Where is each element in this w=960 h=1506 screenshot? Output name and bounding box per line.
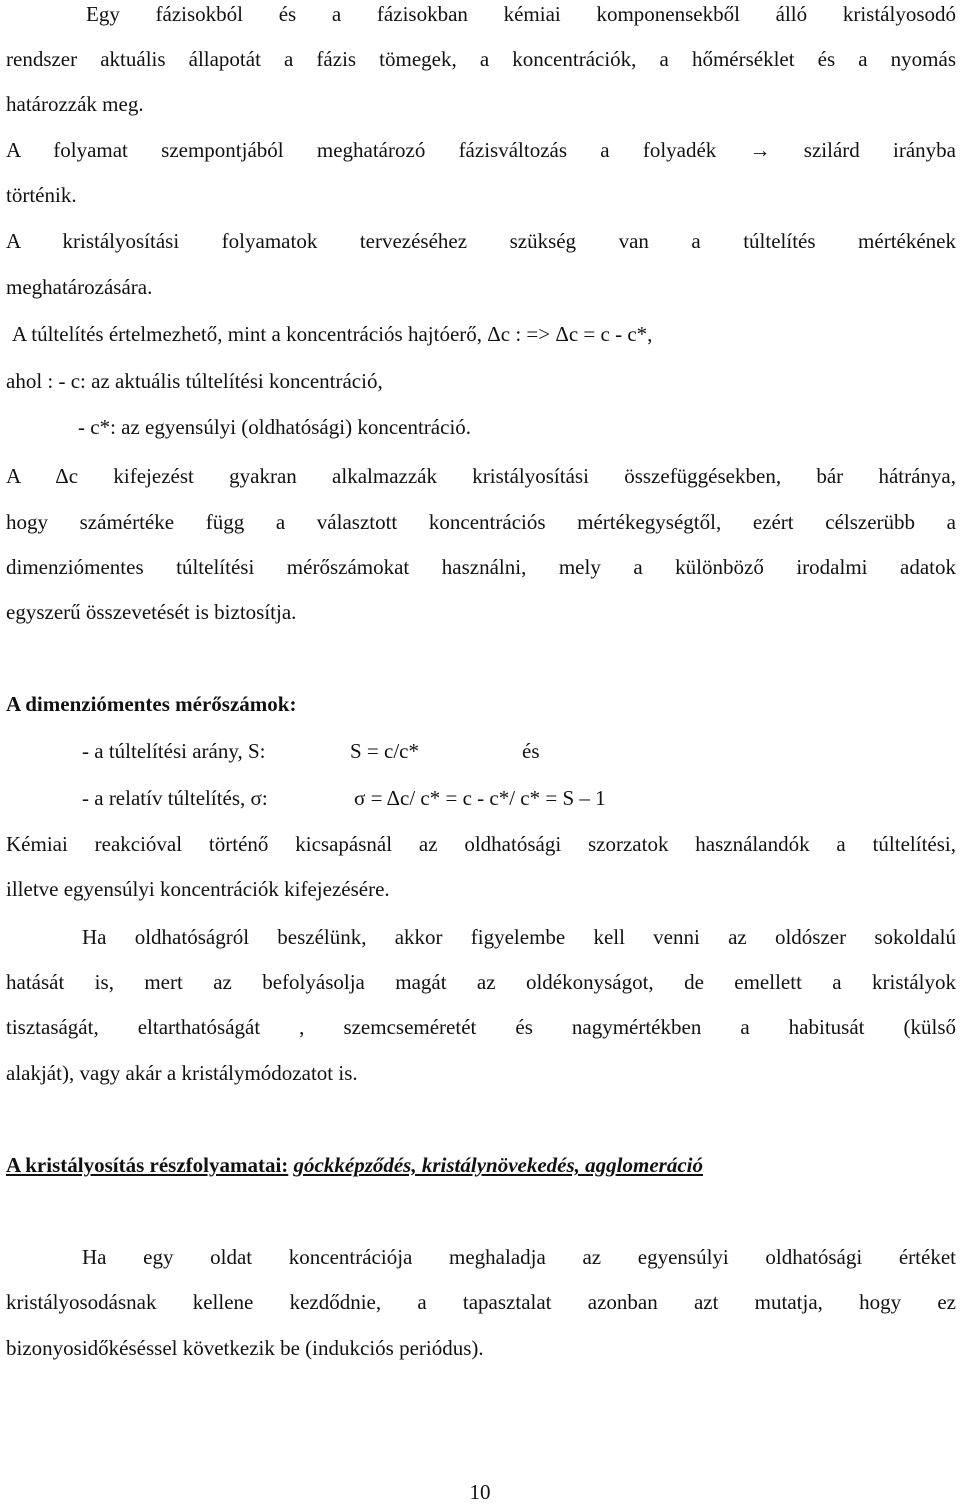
page-number: 10 [469,1480,491,1504]
section-heading-2 [6,1151,956,1179]
paragraph-line: hatását is, mert az befolyásolja magát az oldékonyságot, de emellett a kristályok [6,970,956,994]
definition-line: A túltelítés értelmezhető, mint a koncentrációs hajtóerő, Δc : => Δc = c - c*, [12,322,653,346]
ratio-formula: S = c/c* [350,739,419,763]
paragraph-line: történik. [6,183,77,207]
definition-line: - c*: az egyensúlyi (oldhatósági) koncentráció. [78,415,472,439]
paragraph-line: Egy fázisokból és a fázisokban kémiai komponensekből álló kristályosodó [86,2,956,26]
paragraph-line: A folyamat szempontjából meghatározó fázisváltozás a folyadék → szilárd irányba [6,138,956,162]
relative-label: - a relatív túltelítés, σ: [82,786,268,810]
paragraph-line: tisztaságát, eltarthatóságát , szemcseméretét és nagymértékben a habitusát (külső [6,1015,956,1039]
paragraph-line: Ha oldhatóságról beszélünk, akkor figyelembe kell venni az oldószer sokoldalú [82,925,956,949]
paragraph-line: A Δc kifejezést gyakran alkalmazzák kristályosítási összefüggésekben, bár hátránya, [6,464,956,488]
paragraph-line: A kristályosítási folyamatok tervezéséhez szükség van a túltelítés mértékének [6,229,956,253]
paragraph-line: dimenziómentes túltelítési mérőszámokat használni, mely a különböző irodalmi adatok [6,555,956,579]
section-heading: A dimenziómentes mérőszámok: [6,692,297,716]
paragraph-line: egyszerű összevetését is biztosítja. [6,600,297,624]
paragraph-line: alakját), vagy akár a kristálymódozatot is. [6,1061,358,1085]
heading-bold-part: A kristályosítás részfolyamatai: [6,1153,289,1177]
paragraph-line: Kémiai reakcióval történő kicsapásnál az oldhatósági szorzatok használandók a túltelítési, [6,832,956,856]
paragraph-line: meghatározására. [6,275,153,299]
ratio-and: és [522,739,540,763]
paragraph-line: Ha egy oldat koncentrációja meghaladja az egyensúlyi oldhatósági értéket [82,1245,956,1269]
paragraph-line: kristályosodásnak kellene kezdődnie, a tapasztalat azonban azt mutatja, hogy ez [6,1290,956,1314]
heading-italic-part: góckképződés, kristálynövekedés, agglomeráció [293,1153,703,1177]
ratio-label: - a túltelítési arány, S: [82,739,266,763]
definition-line: ahol : - c: az aktuális túltelítési koncentráció, [6,369,383,393]
paragraph-line: rendszer aktuális állapotát a fázis tömegek, a koncentrációk, a hőmérséklet és a nyomás [6,47,956,71]
paragraph-line: bizonyosidőkéséssel következik be (indukciós periódus). [6,1336,484,1360]
paragraph-line: illetve egyensúlyi koncentrációk kifejezésére. [6,877,390,901]
paragraph-line: határozzák meg. [6,92,144,116]
paragraph-line: hogy számértéke függ a választott koncentrációs mértékegységtől, ezért célszerübb a [6,510,956,534]
relative-formula: σ = Δc/ c* = c - c*/ c* = S – 1 [354,786,606,810]
